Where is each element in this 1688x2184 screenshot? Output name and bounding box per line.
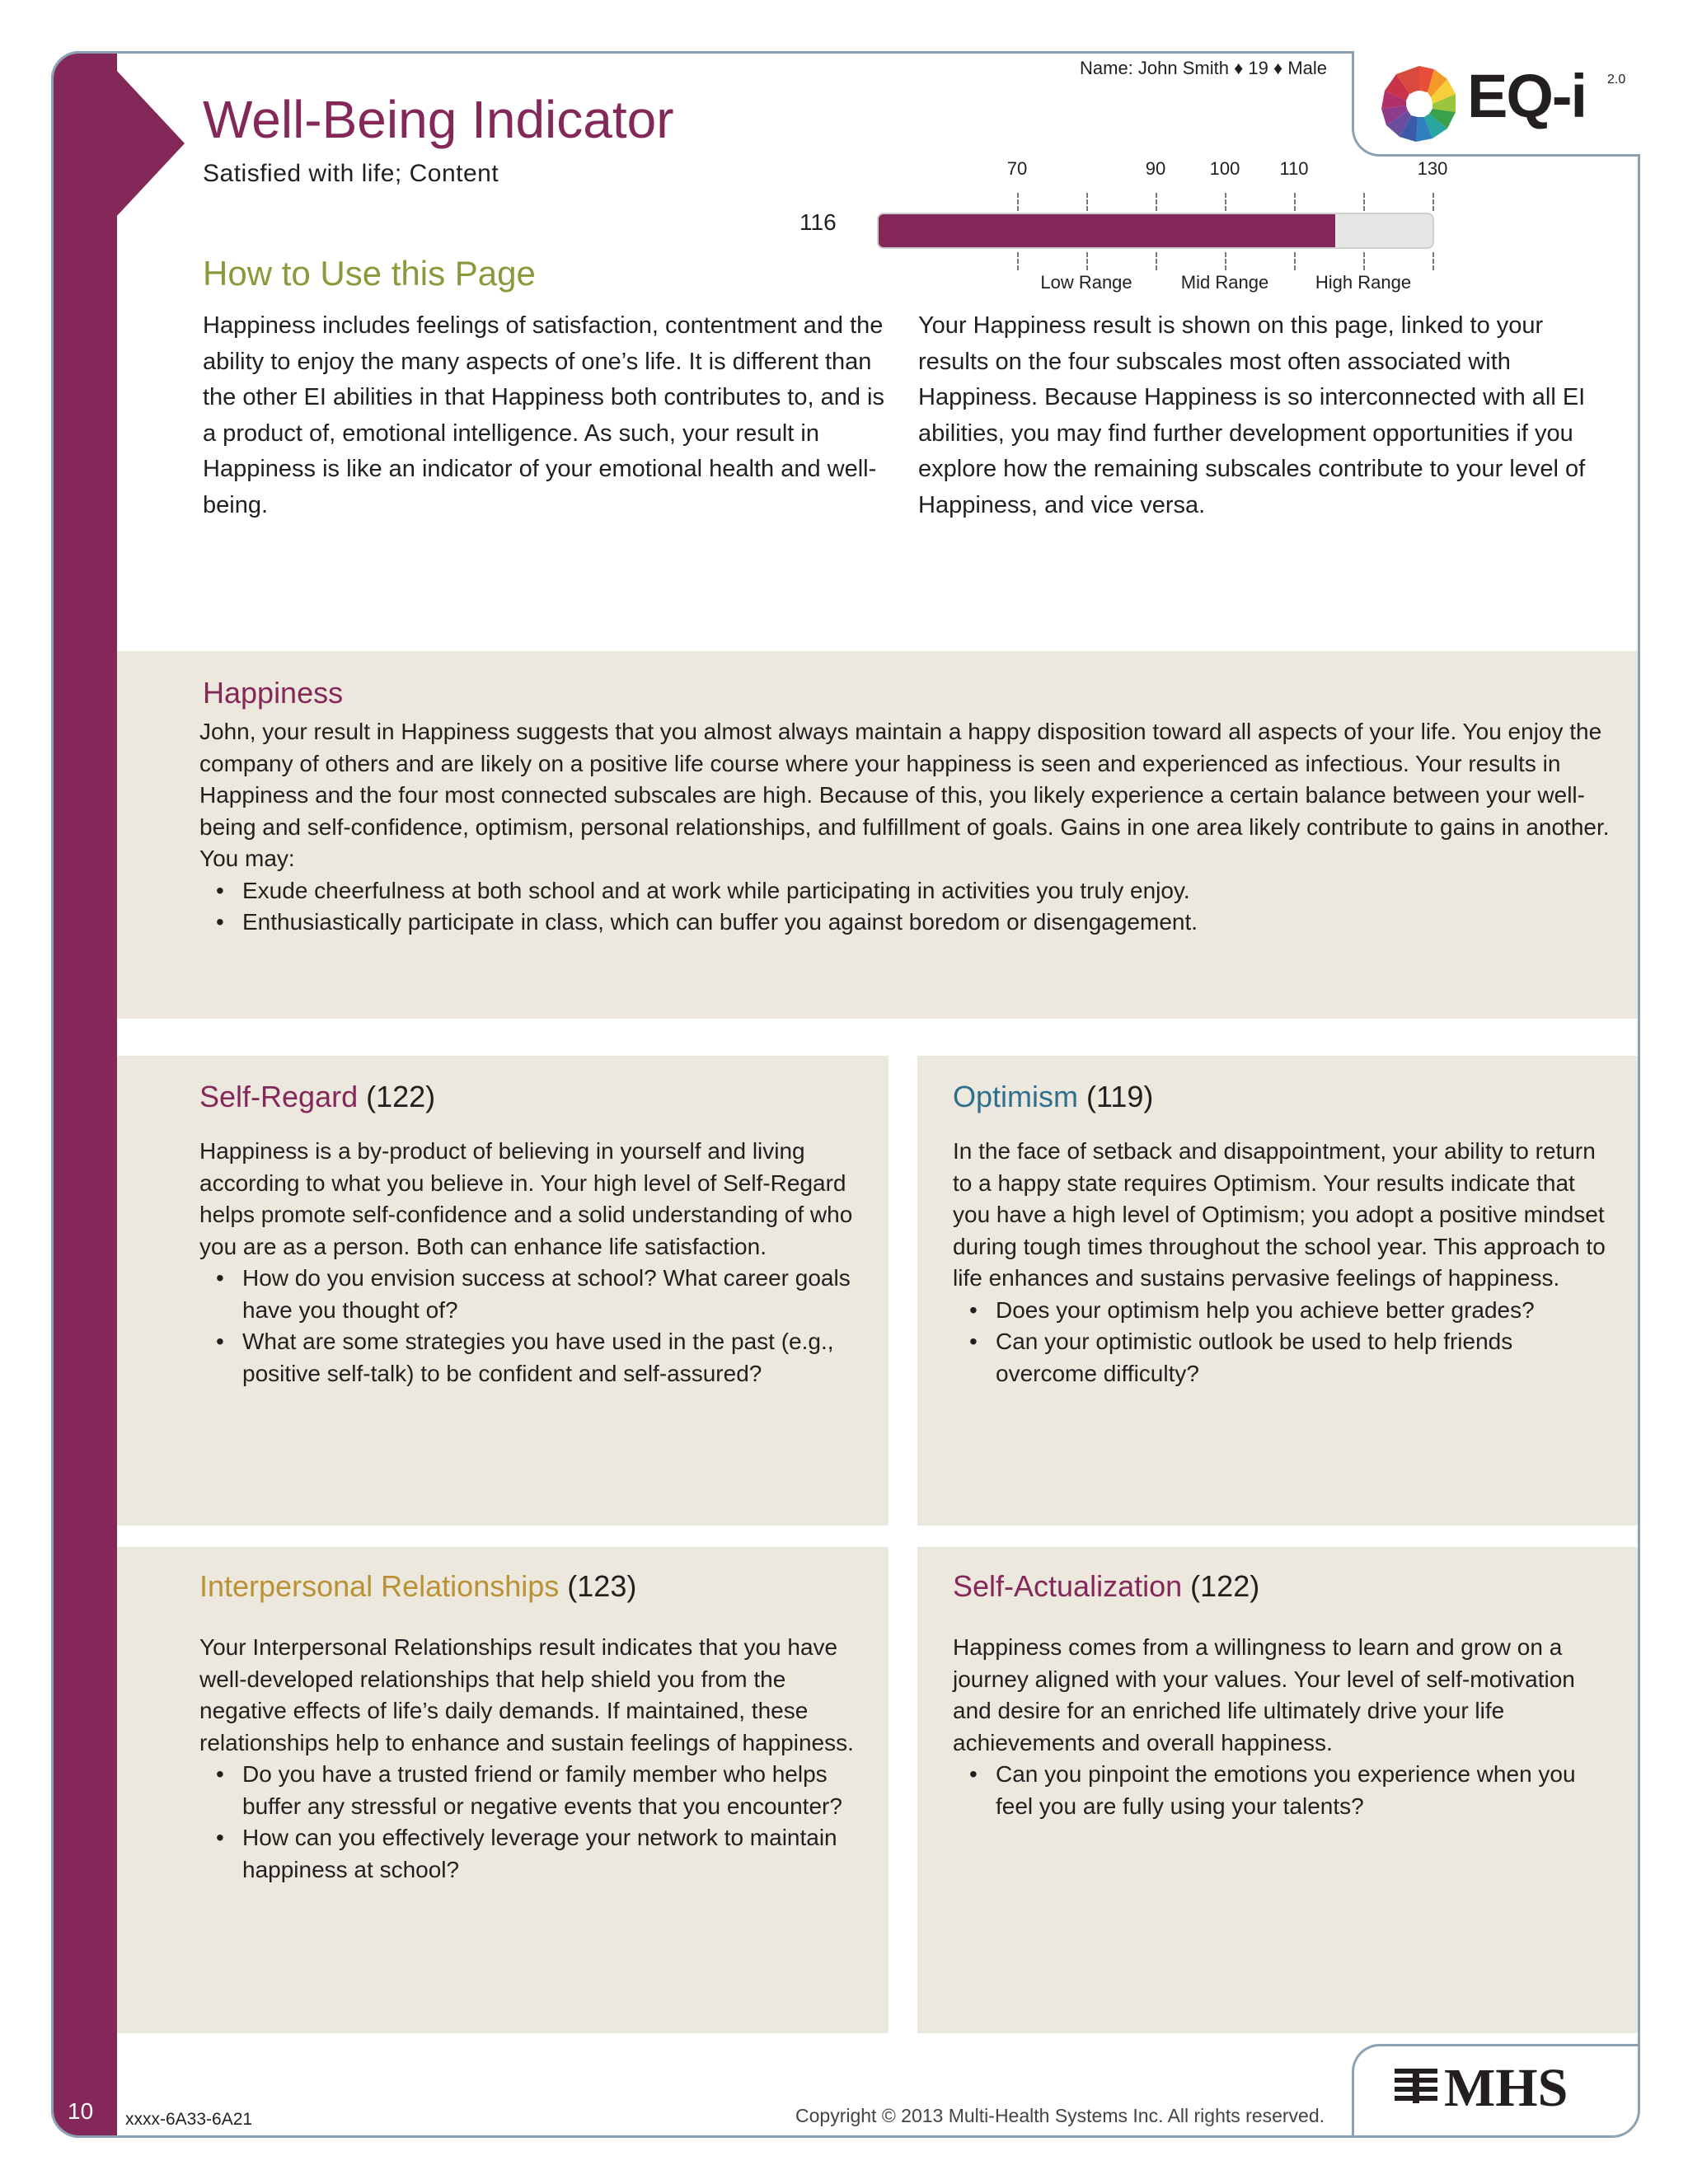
self-actualization-body xyxy=(953,1632,1612,1822)
interpersonal-body xyxy=(199,1632,867,1886)
scale-tick-mark xyxy=(1294,193,1296,211)
scale-tick-mark xyxy=(1294,252,1296,270)
subscale-score: (123) xyxy=(567,1569,637,1603)
eqi-logo-version: 2.0 xyxy=(1607,73,1626,87)
list-item: • Exude cheerfulness at both school and at work while participating in activities you truly enjoy. xyxy=(242,875,1617,907)
scale-tick-label: 130 xyxy=(1417,158,1448,179)
how-to-use-left-text: Happiness includes feelings of satisfaction, contentment and the ability to enjoy the many aspects of one’s life. It is different than the other EI abilities in that Happiness both contributes to, and is a product of, emotional intelligence. As such, your result in Happiness is like an indicator of your emotional health and well-being. xyxy=(203,312,884,518)
scale-tick-label: 70 xyxy=(1006,158,1028,179)
list-item: • Enthusiastically participate in class, which can buffer you against boredom or disengagement. xyxy=(242,907,1617,939)
respondent-info: Name: John Smith ♦ 19 ♦ Male xyxy=(1080,58,1328,78)
scale-tick-mark xyxy=(1156,193,1157,211)
scale-tick-mark xyxy=(1432,193,1434,211)
range-label: Low Range xyxy=(1040,272,1132,293)
scale-tick-mark xyxy=(1017,193,1019,211)
page-subtitle: Satisfied with life; Content xyxy=(203,160,499,187)
scale-tick-mark xyxy=(1225,193,1226,211)
optimism-body xyxy=(953,1136,1612,1390)
scale-tick-mark xyxy=(1156,252,1157,270)
list-item: • Does your optimism help you achieve better grades? xyxy=(996,1295,1612,1327)
optimism-paragraph: In the face of setback and disappointment, your ability to return to a happy state requires Optimism. Your results indicate that you have a high level of Optimism; you adopt a positive mindset during tough times throughout the school year. This approach to life enhances and sustains pervasive feelings of happiness. xyxy=(953,1138,1606,1291)
list-item: • How can you effectively leverage your network to maintain happiness at school? xyxy=(242,1822,867,1886)
list-item: • What are some strategies you have used in the past (e.g., positive self-talk) to be confident and self-assured? xyxy=(242,1326,867,1390)
scale-tick-mark xyxy=(1363,252,1365,270)
range-label: Mid Range xyxy=(1180,272,1269,293)
optimism-bullets xyxy=(953,1295,1612,1390)
eqi-wheel-icon xyxy=(1378,63,1461,145)
subscale-name: Self-Regard xyxy=(199,1080,359,1113)
subscale-name: Interpersonal Relationships xyxy=(199,1569,560,1603)
scale-tick-mark xyxy=(1432,252,1434,270)
report-id: xxxx-6A33-6A21 xyxy=(125,2110,253,2129)
interpersonal-bullets xyxy=(199,1759,867,1886)
happiness-bullets xyxy=(199,875,1617,939)
how-to-use-title: How to Use this Page xyxy=(203,254,536,293)
page-number: 10 xyxy=(68,2098,94,2124)
page-title: Well-Being Indicator xyxy=(203,90,674,149)
mhs-logo-text: MHS xyxy=(1444,2058,1568,2118)
subscale-score: (119) xyxy=(1086,1080,1154,1113)
scale-tick-mark xyxy=(1086,193,1088,211)
range-label: High Range xyxy=(1315,272,1412,293)
eqi-logo-text: EQ-i xyxy=(1467,62,1587,130)
happiness-body xyxy=(199,716,1617,939)
self-regard-bullets xyxy=(199,1263,867,1390)
scale-tick-mark xyxy=(1086,252,1088,270)
self-regard-body xyxy=(199,1136,867,1390)
happiness-title: Happiness xyxy=(203,676,344,710)
self-actualization-paragraph: Happiness comes from a willingness to learn and grow on a journey aligned with your values. Your level of self-motivation and desire for an enriched life ultimately drive your life achievements and overall happiness. xyxy=(953,1634,1575,1755)
subscale-score: (122) xyxy=(1190,1569,1260,1603)
self-regard-title xyxy=(199,1080,435,1114)
scale-tick-mark xyxy=(1363,193,1365,211)
interpersonal-paragraph: Your Interpersonal Relationships result indicates that you have well-developed relationships that help shield you from the negative effects of life’s daily demands. If maintained, these relationships help to enhance and sustain feelings of happiness. xyxy=(199,1634,854,1755)
copyright: Copyright © 2013 Multi-Health Systems Inc. All rights reserved. xyxy=(795,2105,1325,2126)
interpersonal-title xyxy=(199,1569,636,1604)
subscale-name: Self-Actualization xyxy=(953,1569,1183,1603)
scale-tick-label: 100 xyxy=(1209,158,1240,179)
scale-tick-mark xyxy=(1225,252,1226,270)
self-actualization-title xyxy=(953,1569,1259,1604)
self-regard-paragraph: Happiness is a by-product of believing in yourself and living according to what you believe in. Your high level of Self-Regard helps promote self-confidence and a solid understanding of who you are as a person. Both can enhance life satisfaction. xyxy=(199,1138,853,1259)
scale-tick-label: 90 xyxy=(1145,158,1166,179)
self-actualization-bullets xyxy=(953,1759,1612,1822)
score-bar-fill xyxy=(879,214,1335,247)
subscale-name: Optimism xyxy=(953,1080,1078,1113)
scale-tick-mark xyxy=(1017,252,1019,270)
list-item: • Can you pinpoint the emotions you experience when you feel you are fully using your talents? xyxy=(996,1759,1612,1822)
optimism-title xyxy=(953,1080,1153,1114)
list-item: • Can your optimistic outlook be used to help friends overcome difficulty? xyxy=(996,1326,1612,1390)
score-value: 116 xyxy=(799,209,837,235)
list-item: • How do you envision success at school? What career goals have you thought of? xyxy=(242,1263,867,1326)
scale-tick-label: 110 xyxy=(1279,158,1309,179)
list-item: • Do you have a trusted friend or family member who helps buffer any stressful or negative events that you encounter? xyxy=(242,1759,867,1822)
how-to-use-right-text: Your Happiness result is shown on this page, linked to your results on the four subscales most often associated with Happiness. Because Happiness is so interconnected with all EI abilities, you may find further development opportunities if you explore how the remaining subscales contribute to your level of Happiness, and vice versa. xyxy=(918,312,1586,518)
mhs-logo-icon xyxy=(1393,2064,1439,2110)
happiness-paragraph: John, your result in Happiness suggests that you almost always maintain a happy disposition toward all aspects of your life. You enjoy the company of others and are likely on a positive life course where your happiness is seen and experienced as infectious. Your results in Happiness and the four most connected subscales are high. Because of this, you likely experience a certain balance between your well-being and self-confidence, optimism, personal relationships, and fulfillment of goals. Gains in one area likely contribute to gains in another. You may: xyxy=(199,719,1610,871)
subscale-score: (122) xyxy=(366,1080,436,1113)
